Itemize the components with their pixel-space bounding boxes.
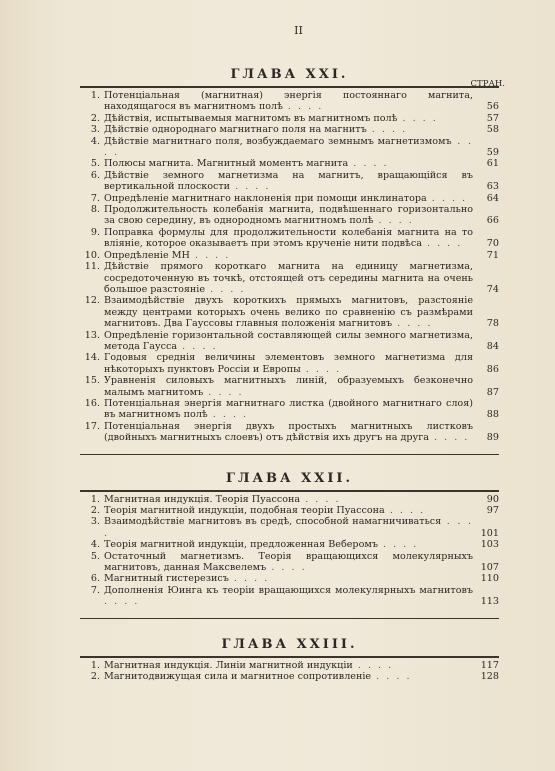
leader-dots: . . . . xyxy=(377,539,419,551)
entry-page-number: 84 xyxy=(486,340,499,352)
chapter-title xyxy=(80,67,505,89)
entry-title-text: Полюсы магнита. Магнитный моментъ магнита xyxy=(104,158,349,170)
entry-title-text: Дѣйствіе земного магнетизма на магнитъ, вращающійся въ вертикальной плоскости xyxy=(104,169,473,193)
entry-number: 7. xyxy=(90,584,100,596)
entry-title-text: Поправка формулы для продолжительности колебанія магнита на то вліяніе, которое оказываетъ при этомъ крученіе нити подвѣса xyxy=(104,226,473,250)
leader-dots: . . . . xyxy=(366,124,408,136)
entry-page-number: 58 xyxy=(486,124,499,136)
entry-title xyxy=(104,261,473,295)
entry-number: 13. xyxy=(84,329,100,341)
entry-page-number: 128 xyxy=(480,671,499,683)
entry-number: 12. xyxy=(84,295,100,307)
entry-page-number: 90 xyxy=(486,493,499,505)
toc-entry xyxy=(80,158,499,169)
entry-title xyxy=(104,505,473,516)
entry-number: 1. xyxy=(90,493,100,505)
entry-number: 6. xyxy=(90,169,100,181)
entry-title xyxy=(104,585,473,608)
toc-entry xyxy=(80,352,499,375)
entry-page-number: 110 xyxy=(480,573,499,585)
entry-title xyxy=(104,516,473,539)
entry-title xyxy=(104,494,473,505)
chapter-title xyxy=(80,637,499,652)
entry-title xyxy=(104,90,473,113)
leader-dots: . . . . xyxy=(300,363,342,375)
leader-dots: . . . . xyxy=(421,238,463,250)
entry-page-number: 61 xyxy=(486,158,499,170)
entry-title xyxy=(104,573,473,584)
entry-number: 7. xyxy=(90,192,100,204)
entry-page-number: 101 xyxy=(480,527,499,539)
toc-entry xyxy=(80,124,499,135)
entry-page-number: 117 xyxy=(480,659,499,671)
entry-title-text: Опредѣленіе MH xyxy=(104,249,190,261)
leader-dots: . . . . xyxy=(397,112,438,124)
entry-title xyxy=(104,124,473,135)
entry-page-number: 88 xyxy=(486,409,499,421)
entry-title xyxy=(104,136,473,159)
toc-entry xyxy=(80,375,499,398)
entry-title-text: Уравненія силовыхъ магнитныхъ линій, образуемыхъ безконечно малымъ магнитомъ xyxy=(104,375,473,398)
divider xyxy=(80,618,499,619)
entry-title-text: Потенціальная энергія двухъ простыхъ магнитныхъ листковъ (двойныхъ магнитныхъ слоевъ) отъ дѣйствія ихъ другъ на друга xyxy=(104,420,473,444)
page-column-header: СТРАН. xyxy=(470,79,505,89)
entry-title-text: Опредѣленіе горизонтальной составляющей силы земного магнетизма, метода Гаусса xyxy=(104,329,473,352)
leader-dots: . . . . xyxy=(177,340,218,352)
entry-page-number: 64 xyxy=(486,192,499,204)
leader-dots: . . . . xyxy=(104,596,140,608)
entry-number: 1. xyxy=(90,90,100,101)
entry-title xyxy=(104,250,473,261)
entry-page-number: 103 xyxy=(480,539,499,551)
entry-title-text: Потенціальная энергія магнитнаго листка (двойного магнитнаго слоя) въ магнитномъ полѣ xyxy=(104,397,473,421)
entry-page-number: 57 xyxy=(486,112,499,124)
toc-entry xyxy=(80,494,499,505)
chapter-title-text: ГЛАВА XXI. xyxy=(230,67,349,82)
leader-dots: . . . . xyxy=(428,432,470,444)
entry-number: 2. xyxy=(90,112,100,124)
entry-number: 16. xyxy=(84,397,100,409)
toc-entry xyxy=(80,660,499,671)
entry-page-number: 107 xyxy=(480,562,499,574)
entry-title-text: Остаточный магнетизмъ. Теорія вращающихся молекулярныхъ магнитовъ, данная Максвелемъ xyxy=(104,550,473,574)
chapter-entries xyxy=(80,494,499,608)
toc-entry xyxy=(80,113,499,124)
toc-entry xyxy=(80,330,499,353)
entry-page-number: 74 xyxy=(486,283,499,295)
entry-page-number: 87 xyxy=(486,386,499,398)
toc-entry xyxy=(80,505,499,516)
entry-number: 1. xyxy=(90,659,100,671)
entry-title-text: Потенціальная (магнитная) энергія постояннаго магнита, находящагося въ магнитномъ полѣ xyxy=(104,90,473,113)
leader-dots: . . . . xyxy=(384,505,426,516)
entry-title-text: Теорія магнитной индукціи, подобная теоріи Пуассона xyxy=(104,505,385,516)
entry-title xyxy=(104,671,473,682)
toc-entry xyxy=(80,204,499,227)
leader-dots: . . . . xyxy=(189,249,231,261)
leader-dots: . . . . xyxy=(266,562,307,574)
entry-number: 3. xyxy=(90,516,100,528)
leader-dots: . . . . xyxy=(371,671,412,683)
toc-entry xyxy=(80,516,499,539)
entry-number: 14. xyxy=(84,352,100,364)
leader-dots: . . . . xyxy=(352,659,394,671)
entry-title xyxy=(104,539,473,550)
entry-number: 8. xyxy=(90,204,100,216)
leader-dots: . . . . xyxy=(228,573,270,585)
entry-page-number: 66 xyxy=(486,215,499,227)
entry-title xyxy=(104,551,473,574)
entry-title xyxy=(104,330,473,353)
page-number: II xyxy=(294,24,303,37)
entry-title-text: Дополненія Юинга къ теоріи вращающихся молекулярныхъ магнитовъ xyxy=(104,584,473,596)
chapter-entries xyxy=(80,90,499,444)
entry-title xyxy=(104,295,473,329)
chapter-title xyxy=(80,471,499,486)
entry-title xyxy=(104,352,473,375)
leader-dots: . . . . xyxy=(373,215,414,227)
chapter-entries xyxy=(80,660,499,683)
divider xyxy=(80,656,499,658)
divider xyxy=(80,86,499,88)
toc-entry xyxy=(80,227,499,250)
entry-title xyxy=(104,158,473,169)
entry-title-text: Опредѣленіе магнитнаго наклоненія при помощи инклинатора xyxy=(104,192,427,204)
entry-title xyxy=(104,227,473,250)
entry-number: 3. xyxy=(90,124,100,136)
entry-number: 10. xyxy=(84,249,100,261)
entry-number: 5. xyxy=(90,158,100,170)
divider xyxy=(80,454,499,455)
leader-dots: . . . . xyxy=(203,386,244,398)
leader-dots: . . . . xyxy=(104,135,473,159)
entry-title xyxy=(104,660,473,671)
entry-title-text: Магнитодвижущая сила и магнитное сопротивленіе xyxy=(104,671,372,683)
entry-page-number: 113 xyxy=(480,596,499,608)
entry-title xyxy=(104,204,473,227)
entry-title xyxy=(104,113,473,124)
entry-page-number: 63 xyxy=(486,181,499,193)
toc-entry xyxy=(80,261,499,295)
leader-dots: . . . . xyxy=(282,101,324,113)
entry-number: 17. xyxy=(84,420,100,432)
leader-dots: . . . . xyxy=(426,192,468,204)
entry-number: 2. xyxy=(90,505,100,516)
entry-title-text: Дѣйствіе прямого короткаго магнита на единицу магнетизма, сосредоточенную въ точкѣ, отстоящей отъ середины магнита на очень большое разстояніе xyxy=(104,261,473,295)
toc-entry xyxy=(80,136,499,159)
leader-dots: . . . . xyxy=(300,493,341,505)
entry-page-number: 59 xyxy=(486,147,499,159)
leader-dots: . . . . xyxy=(230,181,271,193)
entry-number: 2. xyxy=(90,671,100,683)
entry-page-number: 78 xyxy=(486,318,499,330)
entry-page-number: 97 xyxy=(486,505,499,516)
entry-title-text: Магнитная индукція. Линіи магнитной индукціи xyxy=(104,659,353,671)
toc-entry xyxy=(80,90,499,113)
entry-number: 5. xyxy=(90,550,100,562)
leader-dots: . . . . xyxy=(104,516,473,539)
leader-dots: . . . . xyxy=(392,318,433,330)
entry-number: 4. xyxy=(90,135,100,147)
leader-dots: . . . . xyxy=(205,283,246,295)
entry-page-number: 89 xyxy=(486,432,499,444)
toc-entry xyxy=(80,551,499,574)
entry-number: 6. xyxy=(90,573,100,585)
entry-page-number: 86 xyxy=(486,363,499,375)
entry-page-number: 70 xyxy=(486,238,499,250)
entry-title-text: Магнитная индукція. Теорія Пуассона xyxy=(104,493,301,505)
entry-title-text: Магнитный гистерезисъ xyxy=(104,573,229,585)
entry-title xyxy=(104,375,473,398)
entry-title xyxy=(104,421,473,444)
toc-entry xyxy=(80,170,499,193)
entry-page-number: 71 xyxy=(486,249,499,261)
toc-entry xyxy=(80,421,499,444)
entry-title-text: Дѣйствія, испытываемыя магнитомъ въ магнитномъ полѣ xyxy=(104,112,398,124)
entry-title-text: Годовыя среднія величины элементовъ земного магнетизма для нѣкоторыхъ пунктовъ Россіи и Европы xyxy=(104,352,473,375)
entry-title-text: Взаимодѣйствіе двухъ короткихъ прямыхъ магнитовъ, разстояніе между центрами которыхъ очень велико по сравненію съ размѣрами магнитовъ. Два Гауссовы главныя положенія магнитовъ xyxy=(104,295,473,330)
toc-entry xyxy=(80,573,499,584)
leader-dots: . . . . xyxy=(348,158,389,170)
toc-entry xyxy=(80,585,499,608)
toc-entry xyxy=(80,398,499,421)
chapter-title-text: ГЛАВА XXIII. xyxy=(221,636,358,652)
toc-entry xyxy=(80,193,499,204)
entry-title-text: Дѣйствіе магнитнаго поля, возбуждаемаго земнымъ магнетизмомъ xyxy=(104,135,452,147)
entry-title-text: Взаимодѣйствіе магнитовъ въ средѣ, способной намагничиваться xyxy=(104,516,442,528)
toc-entry xyxy=(80,539,499,550)
entry-number: 11. xyxy=(84,261,100,273)
entry-title-text: Продолжительность колебанія магнита, подвѣшеннаго горизонтально за свою середину, въ однородномъ магнитномъ полѣ xyxy=(104,204,473,227)
entry-number: 4. xyxy=(90,539,100,551)
entry-number: 15. xyxy=(84,375,100,387)
toc-entry xyxy=(80,671,499,682)
entry-title xyxy=(104,170,473,193)
entry-page-number: 56 xyxy=(486,101,499,113)
entry-title xyxy=(104,398,473,421)
leader-dots: . . . . xyxy=(207,409,249,421)
entry-number: 9. xyxy=(90,226,100,238)
toc-entry xyxy=(80,250,499,261)
divider xyxy=(80,490,499,492)
toc-entry xyxy=(80,295,499,329)
entry-title-text: Дѣйствіе однороднаго магнитнаго поля на магнитъ xyxy=(104,124,367,136)
entry-title-text: Теорія магнитной индукціи, предложенная Веберомъ xyxy=(104,539,378,551)
chapter-title-text: ГЛАВА XXII. xyxy=(225,470,354,486)
entry-title xyxy=(104,193,473,204)
